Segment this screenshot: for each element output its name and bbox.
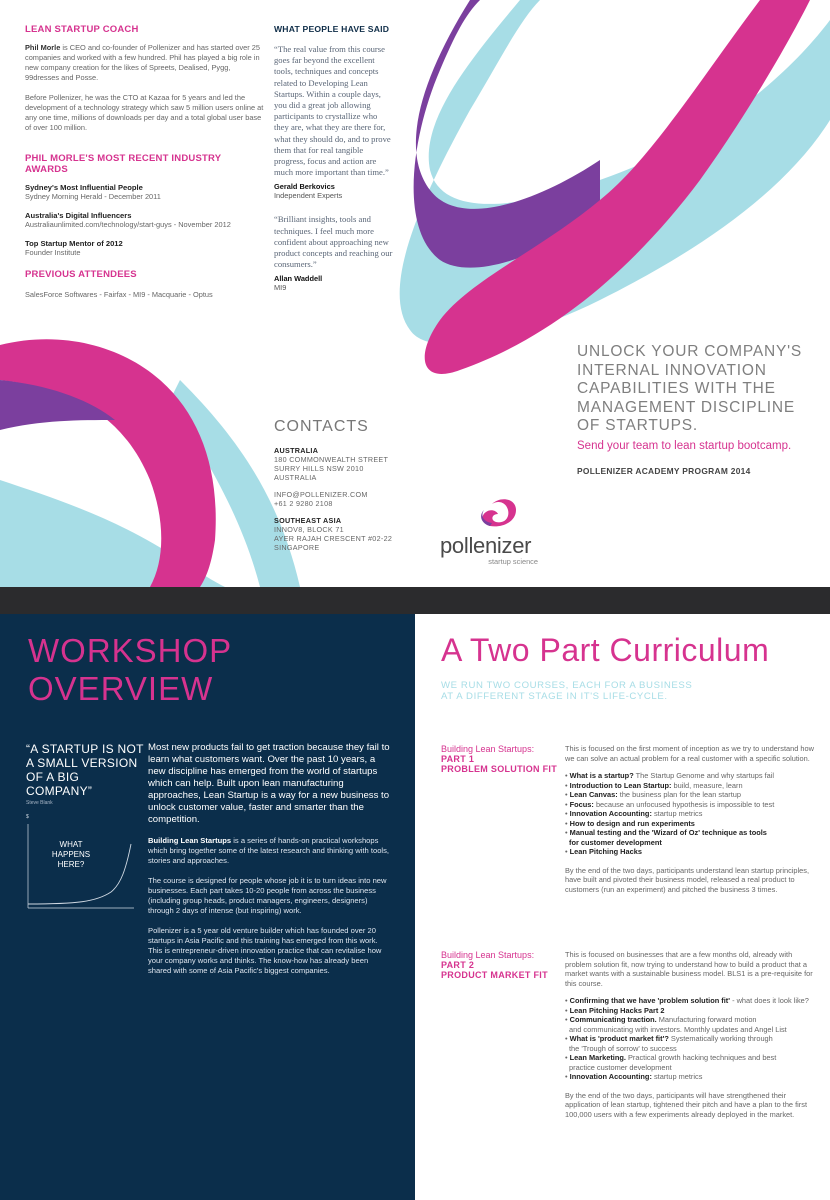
address-line: AYER RAJAH CRESCENT #02-22	[274, 534, 393, 543]
list-item: • Lean Marketing. Practical growth hacking techniques and best	[565, 1053, 777, 1062]
list-item: • Manual testing and the 'Wizard of Oz' technique as tools	[565, 828, 767, 837]
chart-question-line: HERE?	[57, 860, 85, 869]
chart-question-line: HAPPENS	[51, 850, 91, 859]
contacts-sea-heading: SOUTHEAST ASIA	[274, 516, 342, 525]
logo-tagline: startup science	[488, 557, 538, 566]
chart-question-line: WHAT	[59, 840, 83, 849]
coach-name: Phil Morle	[25, 43, 61, 52]
phone-number: +61 2 9280 2108	[274, 499, 333, 508]
cover-tagline	[577, 343, 817, 476]
part-intro: This is focused on businesses that are a few months old, already with problem solution fit, now trying to understand how to build a product that a market wants with a sustainable business model. BLS1 is a pre-requisite for this course.	[565, 950, 813, 988]
address-line: AUSTRALIA	[274, 473, 317, 482]
list-item: • Communicating traction. Manufacturing forward motion	[565, 1015, 757, 1024]
testimonial-company: Independent Experts	[274, 191, 343, 201]
testimonials-heading: WHAT PEOPLE HAVE SAID	[274, 24, 390, 34]
hockey-stick-chart	[26, 814, 136, 914]
part1-bullets	[565, 771, 815, 857]
bullet-bold: Innovation Accounting:	[569, 1072, 652, 1081]
list-item: • Introduction to Lean Startup: build, measure, learn	[565, 780, 743, 790]
bullet-text: Systematically working through	[668, 1034, 773, 1043]
workshop-paragraph-1	[148, 836, 393, 866]
part-number: PART 2	[441, 960, 475, 970]
contacts-section	[274, 418, 424, 552]
award-title: Top Startup Mentor of 2012	[25, 239, 123, 248]
workshop-title: WORKSHOP OVERVIEW	[28, 632, 232, 707]
list-item-continued	[565, 1025, 815, 1035]
bullet-text: startup metrics	[651, 809, 703, 818]
bullet-text: practice customer development	[569, 1062, 672, 1072]
address-line: INNOV8, BLOCK 71	[274, 525, 344, 534]
attendees-list: SalesForce Softwares - Fairfax - MI9 - Macquarie - Optus	[25, 290, 213, 299]
testimonial-name: Allan Waddell	[274, 274, 323, 284]
tagline-line: CAPABILITIES WITH THE	[577, 380, 776, 397]
divider-band	[0, 587, 830, 614]
list-item: • Lean Pitching Hacks	[565, 847, 642, 856]
bullet-text: the business plan for the lean startup	[617, 790, 741, 799]
part-number: PART 1	[441, 754, 475, 764]
part-series: Building Lean Startups:	[441, 950, 535, 960]
testimonial	[274, 214, 394, 292]
bullet-text: and communicating with investors. Monthly updates and Angel List	[569, 1024, 787, 1034]
curriculum-subtitle	[441, 680, 692, 702]
bullet-bold: Lean Marketing.	[569, 1053, 626, 1062]
part-series: Building Lean Startups:	[441, 744, 535, 754]
list-item: • How to design and run experiments	[565, 818, 695, 828]
part2-label	[441, 950, 561, 980]
list-item: • Lean Canvas: the business plan for the lean startup	[565, 790, 741, 799]
bullet-bold: Lean Canvas:	[569, 790, 618, 799]
bullet-bold: Innovation Accounting:	[569, 809, 652, 818]
list-item-continued	[565, 1063, 815, 1073]
list-item: • Confirming that we have 'problem solution fit' - what does it look like?	[565, 996, 809, 1005]
curriculum-title: A Two Part Curriculum	[441, 632, 770, 668]
list-item: • What is 'product market fit'? Systematically working through	[565, 1034, 773, 1043]
pollenizer-logo	[440, 494, 550, 566]
address-line: 180 COMMONWEALTH STREET	[274, 455, 389, 464]
attendees-heading: PREVIOUS ATTENDEES	[25, 269, 137, 280]
list-item: • Focus: because an unfocused hypothesis is impossible to test	[565, 799, 775, 809]
award-item	[25, 211, 265, 229]
list-item: • Innovation Accounting: startup metrics	[565, 809, 703, 818]
award-source: Australiaunlimited.com/technology/start-guys - November 2012	[25, 220, 231, 229]
bullet-bold: Introduction to Lean Startup:	[569, 780, 672, 790]
bullet-bold: Lean Pitching Hacks	[569, 847, 642, 856]
email-link[interactable]: INFO@POLLENIZER.COM	[274, 490, 368, 499]
award-title: Australia's Digital Influencers	[25, 211, 132, 220]
curriculum-panel	[415, 614, 830, 1200]
part1-label	[441, 744, 561, 774]
list-item: • Lean Pitching Hacks Part 2	[565, 1005, 665, 1015]
testimonials-section	[274, 24, 394, 292]
bullet-bold: Manual testing and the 'Wizard of Oz' technique as tools	[569, 828, 767, 837]
quote-line: A SMALL VERSION	[26, 756, 138, 770]
part-name: PROBLEM SOLUTION FIT	[441, 764, 557, 774]
part2-body	[565, 950, 815, 1119]
list-item: • What is a startup? The Startup Genome and why startups fail	[565, 771, 775, 780]
bullet-bold: Confirming that we have 'problem solution fit'	[569, 996, 731, 1005]
brochure-outside	[0, 0, 830, 587]
tagline-sub: Send your team to lean startup bootcamp.	[577, 439, 792, 452]
awards-list	[25, 183, 265, 257]
list-item-continued	[565, 1044, 815, 1054]
bullet-bold: What is a startup?	[569, 771, 634, 780]
workshop-paragraph-3: Pollenizer is a 5 year old venture builder which has founded over 20 startups in Asia Pacific and this training has emerged from this work. This is entrepreneur-driven innovation practice that can revitalise how your company works and thinks. The know-how has already been shared with some of Asia Pacific's biggest companies.	[148, 926, 382, 975]
part-outro: By the end of the two days, participants will have strengthened their application of lean startup, tightened their pitch and have a plan to the first 100,000 users with a few experiments already deployed in the market.	[565, 1090, 807, 1119]
workshop-body	[148, 742, 393, 976]
tagline-line: INTERNAL INNOVATION	[577, 361, 767, 379]
pollenizer-logo-icon	[440, 494, 550, 534]
bullet-text: Practical growth hacking techniques and best	[625, 1053, 777, 1062]
program-name: POLLENIZER ACADEMY PROGRAM 2014	[577, 465, 751, 476]
chart-axis-label: $	[26, 814, 29, 820]
bullet-text: Manufacturing forward motion	[656, 1015, 757, 1024]
tagline-line: OF STARTUPS.	[577, 417, 698, 434]
coach-heading: LEAN STARTUP COACH	[25, 24, 139, 35]
testimonial-quote: “Brilliant insights, tools and techniques. I feel much more confident about approaching new product concepts and reaching our consumers.”	[274, 214, 393, 270]
coach-bio: is CEO and co-founder of Pollenizer and has started over 25 companies and worked with a few hundred. Phil has played a big role in new company creation for the likes of Spreets, Dealised, Pygg, 99dresses and Posse.	[25, 43, 260, 82]
award-source: Sydney Morning Herald - December 2011	[25, 192, 161, 201]
bullet-text: the 'Trough of sorrow' to success	[569, 1043, 677, 1053]
part-name: PRODUCT MARKET FIT	[441, 970, 548, 980]
list-item-continued	[565, 838, 815, 848]
part-intro: This is focused on the first moment of inception as we try to understand how we can solve an actual problem for a real customer with a specific solution.	[565, 744, 814, 763]
award-item	[25, 183, 265, 201]
tagline-line: UNLOCK YOUR COMPANY'S	[577, 343, 803, 360]
testimonial-name: Gerald Berkovics	[274, 182, 335, 192]
bullet-text: startup metrics	[651, 1072, 703, 1081]
award-source: Founder Institute	[25, 248, 81, 257]
curriculum-subtitle-line: WE RUN TWO COURSES, EACH FOR A BUSINESS	[441, 680, 693, 691]
quote-line: “A STARTUP IS NOT	[26, 742, 144, 756]
bullet-bold: Focus:	[569, 799, 594, 809]
coach-paragraph-1	[25, 43, 265, 83]
curriculum-subtitle-line: AT A DIFFERENT STAGE IN IT'S LIFE-CYCLE.	[441, 691, 668, 702]
contacts-australia-heading: AUSTRALIA	[274, 446, 319, 455]
address-line: SINGAPORE	[274, 543, 320, 552]
coach-section	[25, 24, 265, 299]
tagline-line: MANAGEMENT DISCIPLINE	[577, 398, 796, 416]
address-line: SURRY HILLS NSW 2010	[274, 464, 364, 473]
part2-bullets	[565, 996, 815, 1082]
award-item	[25, 239, 265, 257]
quote-attribution: Steve Blank	[26, 800, 53, 806]
award-title: Sydney's Most Influential People	[25, 183, 143, 192]
contacts-heading: CONTACTS	[274, 418, 369, 435]
testimonial	[274, 44, 394, 200]
bullet-bold: Communicating traction.	[569, 1015, 657, 1024]
bullet-text: The Startup Genome and why startups fail	[633, 771, 775, 780]
testimonial-company: MI9	[274, 283, 287, 293]
bullet-bold: How to design and run experiments	[569, 818, 695, 828]
list-item: • Innovation Accounting: startup metrics	[565, 1072, 703, 1081]
bullet-text: - what does it look like?	[730, 996, 809, 1005]
logo-wordmark: pollenizer	[440, 533, 532, 558]
workshop-text: is a series of hands-on practical workshops which bring together some of the latest research and thinking with tools, stories and approaches.	[148, 836, 390, 865]
workshop-intro: Most new products fail to get traction because they fail to learn what customers want. Over the past 10 years, a new discipline has emerged from the world of startups which can help. Built upon lean manufacturing approaches, Lean Startup is a way for a new business to unlock customer value, faster and smarter than the competition.	[148, 742, 390, 825]
testimonial-quote: “The real value from this course goes far beyond the excellent tools, techniques and concepts related to Developing Lean Startups. Within a couple days, you did a great job allowing participants to crystallize who they are, what they are there for, what they should do, and to prove them that for real tangible progress, focus and action are much more important than time.”	[274, 44, 391, 178]
awards-heading: PHIL MORLE'S MOST RECENT INDUSTRY AWARDS	[25, 153, 222, 175]
chart-question	[51, 840, 91, 870]
part-outro: By the end of the two days, participants understand lean startup principles, have built and pivoted their business model, released a real product to customers (run an experiment) and pitched the business 3 times.	[565, 865, 810, 894]
workshop-paragraph-2: The course is designed for people whose job it is to turn ideas into new businesses. Each part takes 10-20 people from across the business (including group heads, product managers, engineers, designers) through 2 days of intense (but inspiring) work.	[148, 876, 387, 915]
bullet-bold: Lean Pitching Hacks Part 2	[569, 1005, 665, 1015]
quote-line: OF A BIG COMPANY”	[26, 770, 93, 798]
bullet-bold: What is 'product market fit'?	[569, 1034, 669, 1043]
coach-paragraph-2: Before Pollenizer, he was the CTO at Kazaa for 5 years and led the development of a technology strategy which saw 5 million users online at any one time, millions of downloads per day and a total global user base of over 100 million.	[25, 93, 264, 132]
bullet-bold: for customer development	[569, 837, 662, 847]
workshop-emphasis: Building Lean Startups	[148, 836, 232, 845]
blank-quote	[26, 742, 146, 806]
workshop-overview-panel	[0, 614, 415, 1200]
part1-body	[565, 744, 815, 894]
bullet-text: build, measure, learn	[671, 780, 743, 790]
bullet-text: because an unfocused hypothesis is impossible to test	[593, 799, 775, 809]
